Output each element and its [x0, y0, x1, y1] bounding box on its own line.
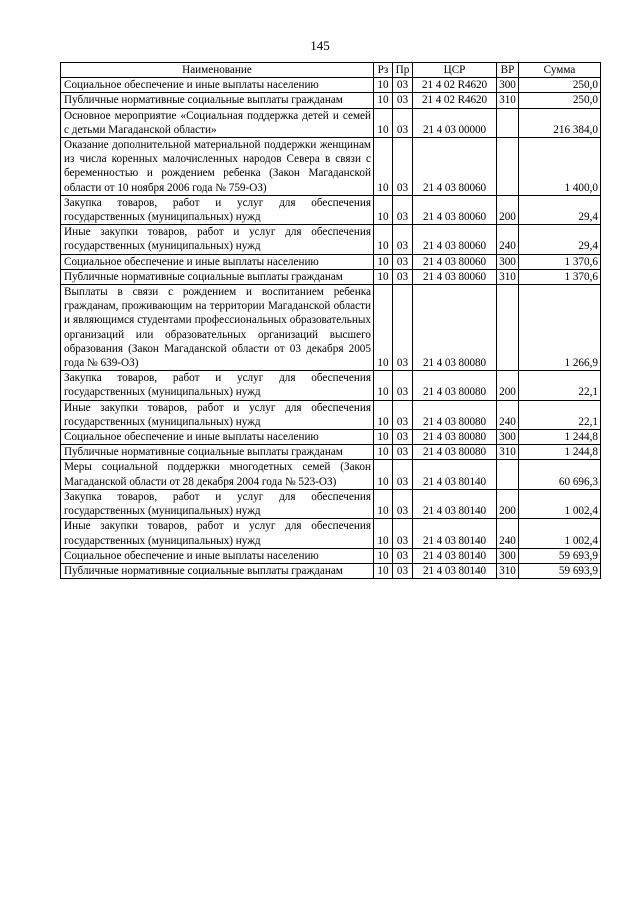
- table-row: [61, 225, 601, 254]
- cell-pr: 03: [393, 371, 413, 400]
- cell-name: Иные закупки товаров, работ и услуг для обеспечения государственных (муниципальных) нужд: [61, 519, 374, 548]
- cell-rz: 10: [374, 400, 393, 429]
- cell-name: Иные закупки товаров, работ и услуг для обеспечения государственных (муниципальных) нужд: [61, 225, 374, 254]
- cell-csr: 21 4 03 00000: [413, 108, 497, 137]
- cell-rz: 10: [374, 78, 393, 93]
- cell-name: Социальное обеспечение и иные выплаты населению: [61, 430, 374, 445]
- cell-rz: 10: [374, 371, 393, 400]
- cell-vr: 200: [497, 195, 519, 224]
- cell-name: Оказание дополнительной материальной поддержки женщинам из числа коренных малочисленных народов Севера в связи с беременностью и рождением ребенка (Закон Магаданской области от 10 ноября 2006 года № 759-ОЗ): [61, 138, 374, 196]
- cell-pr: 03: [393, 225, 413, 254]
- cell-name: Публичные нормативные социальные выплаты гражданам: [61, 563, 374, 578]
- cell-pr: 03: [393, 489, 413, 518]
- cell-csr: 21 4 03 80140: [413, 548, 497, 563]
- cell-sum: 1 400,0: [519, 138, 601, 196]
- cell-pr: 03: [393, 548, 413, 563]
- table-row: [61, 400, 601, 429]
- cell-vr: 200: [497, 371, 519, 400]
- cell-rz: 10: [374, 489, 393, 518]
- cell-vr: 310: [497, 93, 519, 108]
- cell-vr: 310: [497, 445, 519, 460]
- cell-vr: 240: [497, 400, 519, 429]
- cell-sum: 1 370,6: [519, 269, 601, 284]
- cell-pr: 03: [393, 138, 413, 196]
- cell-vr: 300: [497, 78, 519, 93]
- cell-csr: 21 4 03 80060: [413, 269, 497, 284]
- cell-name: Публичные нормативные социальные выплаты гражданам: [61, 93, 374, 108]
- cell-vr: [497, 138, 519, 196]
- cell-sum: 1 370,6: [519, 254, 601, 269]
- table-row: [61, 563, 601, 578]
- cell-name: Социальное обеспечение и иные выплаты населению: [61, 548, 374, 563]
- cell-sum: 1 002,4: [519, 489, 601, 518]
- table-row: [61, 445, 601, 460]
- table-row: [61, 93, 601, 108]
- cell-sum: 29,4: [519, 225, 601, 254]
- cell-rz: 10: [374, 138, 393, 196]
- table-row: [61, 430, 601, 445]
- cell-name: Публичные нормативные социальные выплаты гражданам: [61, 269, 374, 284]
- cell-rz: 10: [374, 225, 393, 254]
- cell-vr: 240: [497, 519, 519, 548]
- cell-vr: 200: [497, 489, 519, 518]
- table-row: [61, 489, 601, 518]
- cell-csr: 21 4 03 80140: [413, 460, 497, 489]
- header-vr: ВР: [497, 63, 519, 78]
- cell-pr: 03: [393, 195, 413, 224]
- cell-csr: 21 4 03 80140: [413, 563, 497, 578]
- cell-pr: 03: [393, 445, 413, 460]
- page-number: 145: [310, 38, 330, 53]
- cell-sum: 250,0: [519, 93, 601, 108]
- table-row: [61, 254, 601, 269]
- table-row: [61, 371, 601, 400]
- table-row: [61, 269, 601, 284]
- cell-rz: 10: [374, 269, 393, 284]
- cell-pr: 03: [393, 93, 413, 108]
- cell-vr: [497, 460, 519, 489]
- cell-vr: 300: [497, 430, 519, 445]
- cell-vr: 240: [497, 225, 519, 254]
- header-pr: Пр: [393, 63, 413, 78]
- cell-vr: [497, 108, 519, 137]
- cell-rz: 10: [374, 519, 393, 548]
- cell-csr: 21 4 03 80060: [413, 195, 497, 224]
- cell-name: Социальное обеспечение и иные выплаты населению: [61, 254, 374, 269]
- table-row: [61, 108, 601, 137]
- cell-pr: 03: [393, 400, 413, 429]
- cell-pr: 03: [393, 254, 413, 269]
- cell-sum: 216 384,0: [519, 108, 601, 137]
- table-body: [61, 78, 601, 579]
- cell-rz: 10: [374, 430, 393, 445]
- cell-sum: 22,1: [519, 371, 601, 400]
- cell-name: Меры социальной поддержки многодетных семей (Закон Магаданской области от 28 декабря 2004 года № 523-ОЗ): [61, 460, 374, 489]
- cell-csr: 21 4 02 R4620: [413, 93, 497, 108]
- table-row: [61, 78, 601, 93]
- cell-pr: 03: [393, 78, 413, 93]
- cell-pr: 03: [393, 519, 413, 548]
- cell-vr: 300: [497, 254, 519, 269]
- cell-csr: 21 4 02 R4620: [413, 78, 497, 93]
- cell-csr: 21 4 03 80080: [413, 285, 497, 371]
- cell-name: Закупка товаров, работ и услуг для обеспечения государственных (муниципальных) нужд: [61, 195, 374, 224]
- cell-csr: 21 4 03 80060: [413, 225, 497, 254]
- header-rz: Рз: [374, 63, 393, 78]
- cell-rz: 10: [374, 93, 393, 108]
- cell-rz: 10: [374, 563, 393, 578]
- cell-vr: 300: [497, 548, 519, 563]
- cell-vr: 310: [497, 563, 519, 578]
- cell-csr: 21 4 03 80060: [413, 138, 497, 196]
- cell-pr: 03: [393, 460, 413, 489]
- cell-rz: 10: [374, 445, 393, 460]
- cell-sum: 29,4: [519, 195, 601, 224]
- cell-pr: 03: [393, 563, 413, 578]
- cell-sum: 59 693,9: [519, 548, 601, 563]
- cell-rz: 10: [374, 254, 393, 269]
- table-row: [61, 138, 601, 196]
- cell-name: Выплаты в связи с рождением и воспитанием ребенка гражданам, проживающим на территории Магаданской области и являющимся студентами профессиональных образовательных организаций или образовательных организаций высшего образования (Закон Магаданской области от 03 декабря 2005 года № 639-ОЗ): [61, 285, 374, 371]
- cell-name: Закупка товаров, работ и услуг для обеспечения государственных (муниципальных) нужд: [61, 489, 374, 518]
- cell-rz: 10: [374, 460, 393, 489]
- cell-pr: 03: [393, 285, 413, 371]
- cell-csr: 21 4 03 80080: [413, 445, 497, 460]
- cell-name: Основное мероприятие «Социальная поддержка детей и семей с детьми Магаданской области»: [61, 108, 374, 137]
- cell-pr: 03: [393, 430, 413, 445]
- table-row: [61, 285, 601, 371]
- cell-sum: 1 244,8: [519, 430, 601, 445]
- table-row: [61, 519, 601, 548]
- cell-name: Социальное обеспечение и иные выплаты населению: [61, 78, 374, 93]
- cell-vr: 310: [497, 269, 519, 284]
- cell-name: Закупка товаров, работ и услуг для обеспечения государственных (муниципальных) нужд: [61, 371, 374, 400]
- cell-rz: 10: [374, 285, 393, 371]
- table-row: [61, 195, 601, 224]
- cell-vr: [497, 285, 519, 371]
- cell-name: Иные закупки товаров, работ и услуг для обеспечения государственных (муниципальных) нужд: [61, 400, 374, 429]
- cell-pr: 03: [393, 269, 413, 284]
- cell-rz: 10: [374, 108, 393, 137]
- table-row: [61, 460, 601, 489]
- cell-sum: 250,0: [519, 78, 601, 93]
- cell-sum: 59 693,9: [519, 563, 601, 578]
- cell-sum: 1 244,8: [519, 445, 601, 460]
- cell-rz: 10: [374, 548, 393, 563]
- cell-csr: 21 4 03 80060: [413, 254, 497, 269]
- cell-csr: 21 4 03 80140: [413, 489, 497, 518]
- table-header-row: [61, 63, 601, 78]
- header-sum: Сумма: [519, 63, 601, 78]
- cell-csr: 21 4 03 80080: [413, 400, 497, 429]
- cell-csr: 21 4 03 80080: [413, 430, 497, 445]
- cell-rz: 10: [374, 195, 393, 224]
- cell-name: Публичные нормативные социальные выплаты гражданам: [61, 445, 374, 460]
- cell-pr: 03: [393, 108, 413, 137]
- cell-sum: 1 002,4: [519, 519, 601, 548]
- header-name: Наименование: [61, 63, 374, 78]
- cell-sum: 22,1: [519, 400, 601, 429]
- cell-sum: 60 696,3: [519, 460, 601, 489]
- table-row: [61, 548, 601, 563]
- cell-sum: 1 266,9: [519, 285, 601, 371]
- cell-csr: 21 4 03 80140: [413, 519, 497, 548]
- cell-csr: 21 4 03 80080: [413, 371, 497, 400]
- header-csr: ЦСР: [413, 63, 497, 78]
- budget-table: [60, 62, 601, 579]
